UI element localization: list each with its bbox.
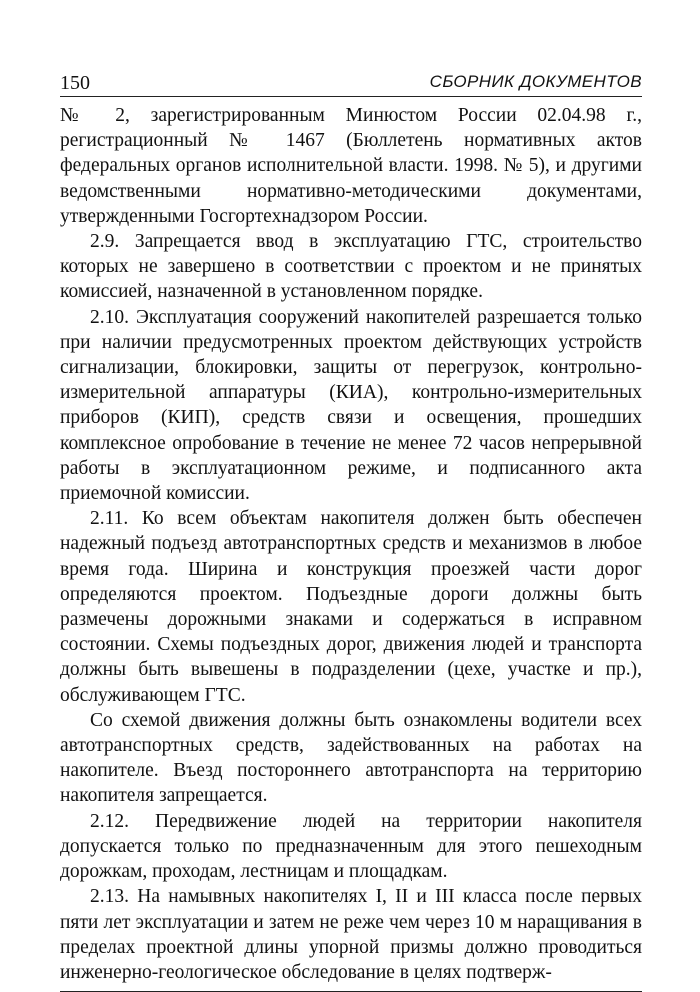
header-rule — [60, 96, 642, 97]
paragraph-2-10: 2.10. Эксплуатация сооружений накопителей разрешается только при наличии предусмотренных проектом действующих устройств сигнализации, блокировки, защиты от перегрузок, контрольно-измерительной аппаратуры (КИА), контрольно-измерительных приборов (КИП), средств связи и освещения, прошедших комплексное опробование в течение не менее 72 часов непрерывной работы в эксплуатационном режиме, и подписанного акта приемочной комиссии. — [60, 306, 642, 505]
paragraph: № 2, зарегистрированным Минюстом России 02.04.98 г., регистрационный № 1467 (Бюллетень нормативных актов федеральных органов исполнительной власти. 1998. № 5), и другими ведомственными нормативно-методическими документами, утвержденными Госгортехнадзором России. — [60, 105, 642, 227]
running-title: СБОРНИК ДОКУМЕНТОВ — [429, 72, 642, 91]
page-header — [60, 66, 642, 96]
paragraph-2-13: 2.13. На намывных накопителях I, II и III класса после первых пяти лет эксплуатации и затем не реже чем через 10 м наращивания в пределах проектной длины упорной призмы должно проводиться инженерно-геологическое обследование в целях подтверж- — [60, 886, 642, 983]
paragraph-2-12: 2.12. Передвижение людей на территории накопителя допускается только по предназначенным для этого пешеходным дорожкам, проходам, лестницам и площадкам. — [60, 810, 642, 883]
document-page — [60, 66, 642, 992]
paragraph-2-9: 2.9. Запрещается ввод в эксплуатацию ГТС, строительство которых не завершено в соответствии с проектом и не принятых комиссией, назначенной в установленном порядке. — [60, 231, 642, 303]
paragraph-2-11: 2.11. Ко всем объектам накопителя должен быть обеспечен надежный подъезд автотранспортных средств и механизмов в любое время года. Ширина и конструкция проезжей части дорог определяются проектом. Подъездные дороги должны быть размечены дорожными знаками и содержаться в исправном состоянии. Схемы подъездных дорог, движения людей и транспорта должны быть вывешены в подразделении (цехе, участке и пр.), обслуживающем ГТС. — [60, 508, 642, 706]
paragraph-traffic-scheme: Со схемой движения должны быть ознакомлены водители всех автотранспортных средств, задействованных на работах на накопителе. Въезд постороннего автотранспорта на территорию накопителя запрещается. — [60, 709, 642, 807]
page-number: 150 — [60, 72, 90, 94]
body-text — [60, 103, 642, 985]
